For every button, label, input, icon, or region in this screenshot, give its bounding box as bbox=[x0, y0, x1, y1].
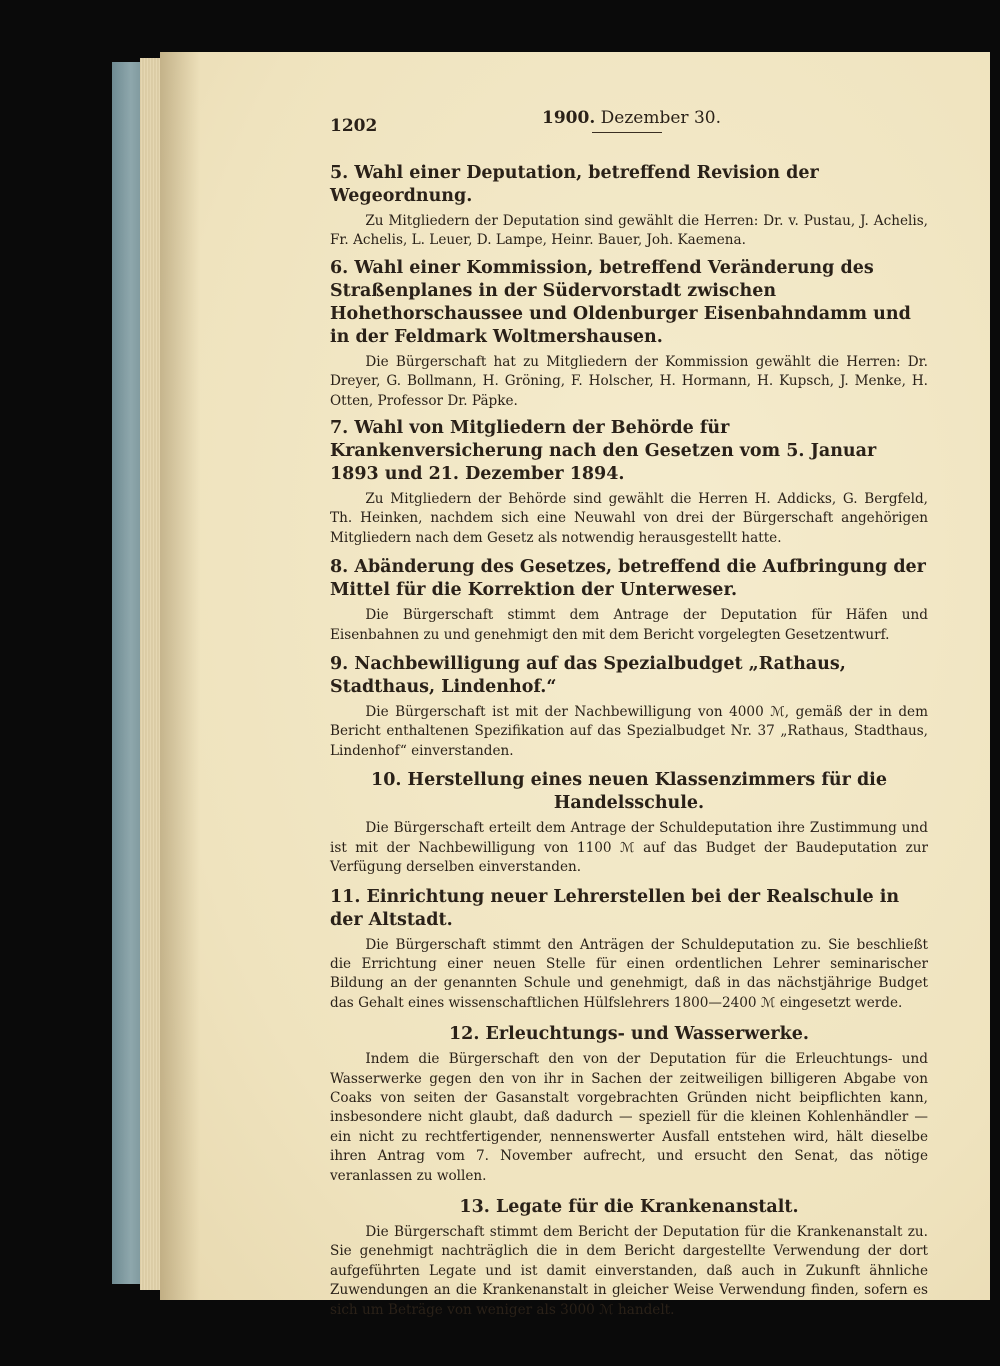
section-5 bbox=[330, 162, 928, 251]
running-head bbox=[330, 108, 928, 140]
section-heading: 12. Erleuchtungs- und Wasserwerke. bbox=[448, 1024, 810, 1045]
section-7 bbox=[330, 417, 928, 548]
section-body: Zu Mitgliedern der Behörde sind gewählt die Herren H. Addicks, G. Bergfeld, Th. Heinken, nachdem sich eine Neuwahl von drei der Bürgerschaft angehörigen Mitgliedern nach dem Gesetz als notwendig herausgestellt hatte. bbox=[330, 491, 928, 546]
section-heading: 5. Wahl einer Deputation, betreffend Revision der Wegeordnung. bbox=[330, 163, 819, 206]
section-body: Die Bürgerschaft stimmt dem Antrage der Deputation für Häfen und Eisenbahnen zu und genehmigt den mit dem Bericht vorgelegten Gesetzentwurf. bbox=[330, 607, 928, 643]
running-head-date bbox=[542, 108, 721, 128]
page-number: 1202 bbox=[330, 116, 378, 136]
page-gutter-shadow bbox=[160, 52, 200, 1300]
section-heading: 13. Legate für die Krankenanstalt. bbox=[459, 1196, 799, 1217]
running-head-year: 1900. bbox=[542, 108, 596, 128]
section-body: Die Bürgerschaft erteilt dem Antrage der Schuldeputation ihre Zustimmung und ist mit der Nachbewilligung von 1100 ℳ auf das Budget der Baudeputation zur Verfügung derselben einverstanden. bbox=[330, 820, 928, 876]
running-head-day: Dezember 30. bbox=[600, 108, 721, 128]
section-9 bbox=[330, 653, 928, 761]
section-13 bbox=[330, 1196, 928, 1320]
section-heading: 6. Wahl einer Kommission, betreffend Veränderung des Straßenplanes in der Südervorstadt zwischen Hohethorschaussee und Oldenburger Eisenbahndamm und in der Feldmark Woltmershausen. bbox=[330, 257, 911, 347]
page-content bbox=[330, 108, 928, 1326]
section-body: Die Bürgerschaft hat zu Mitgliedern der Kommission gewählt die Herren: Dr. Dreyer, G. Bollmann, H. Gröning, F. Holscher, H. Hormann, H. Kupsch, J. Menke, H. Otten, Professor Dr. Päpke. bbox=[330, 353, 928, 409]
section-heading: 11. Einrichtung neuer Lehrerstellen bei der Realschule in der Altstadt. bbox=[330, 886, 900, 930]
section-heading: 8. Abänderung des Gesetzes, betreffend die Aufbringung der Mittel für die Korrektion der Unterweser. bbox=[330, 557, 926, 601]
section-heading: 9. Nachbewilligung auf das Spezialbudget „Rathaus, Stadthaus, Lindenhof.“ bbox=[330, 654, 846, 698]
section-10 bbox=[330, 769, 928, 877]
section-8 bbox=[330, 556, 928, 645]
section-body: Die Bürgerschaft ist mit der Nachbewilligung von 4000 ℳ, gemäß der in dem Bericht enthaltenen Spezifikation auf das Spezialbudget Nr. 37 „Rathaus, Stadthaus, Lindenhof“ einverstanden. bbox=[330, 704, 928, 759]
section-body: Indem die Bürgerschaft den von der Deputation für die Erleuchtungs- und Wasserwerke gegen den von ihr in Sachen der zeitweiligen billigeren Abgabe von Coaks von seiten der Gasanstalt vorgebrachten Gründen nicht beipflichten kann, insbesondere nicht glaubt, daß dadurch — speziell für die kleinen Kohlenhändler — ein nicht zu rechtfertigender, nennenswerter Ausfall entstehen wird, hält dieselbe ihren Antrag vom 7. November aufrecht, und ersucht den Senat, das nötige veranlassen zu wollen. bbox=[330, 1051, 928, 1184]
section-body: Zu Mitgliedern der Deputation sind gewählt die Herren: Dr. v. Pustau, J. Achelis, Fr. Achelis, L. Leuer, D. Lampe, Heinr. Bauer, Joh. Kaemena. bbox=[330, 213, 928, 249]
running-head-rule bbox=[592, 132, 662, 133]
section-body: Die Bürgerschaft stimmt den Anträgen der Schuldeputation zu. Sie beschließt die Errichtung einer neuen Stelle für einen ordentlichen Lehrer seminarischer Bildung an der genannten Schule und genehmigt, daß in das nächstjährige Budget das Gehalt eines wissenschaftlichen Hülfslehrers 1800—2400 ℳ eingesetzt werde. bbox=[330, 936, 928, 1011]
section-body: Die Bürgerschaft stimmt dem Bericht der Deputation für die Krankenanstalt zu. Sie genehmigt nachträglich die in dem Bericht dargestellte Verwendung der dort aufgeführten Legate und ist damit einverstanden, daß auch in Zukunft ähnliche Zuwendungen an die Krankenanstalt in gleicher Weise Verwendung finden, sofern es sich um Beträge von weniger als 3000 ℳ handelt. bbox=[330, 1223, 928, 1318]
section-6 bbox=[330, 257, 928, 411]
section-11 bbox=[330, 886, 928, 1014]
section-12 bbox=[330, 1023, 928, 1186]
section-heading: 7. Wahl von Mitgliedern der Behörde für Krankenversicherung nach den Gesetzen vom 5. Januar 1893 und 21. Dezember 1894. bbox=[330, 418, 877, 485]
section-heading: 10. Herstellung eines neuen Klassenzimmers für die Handelsschule. bbox=[371, 770, 887, 814]
